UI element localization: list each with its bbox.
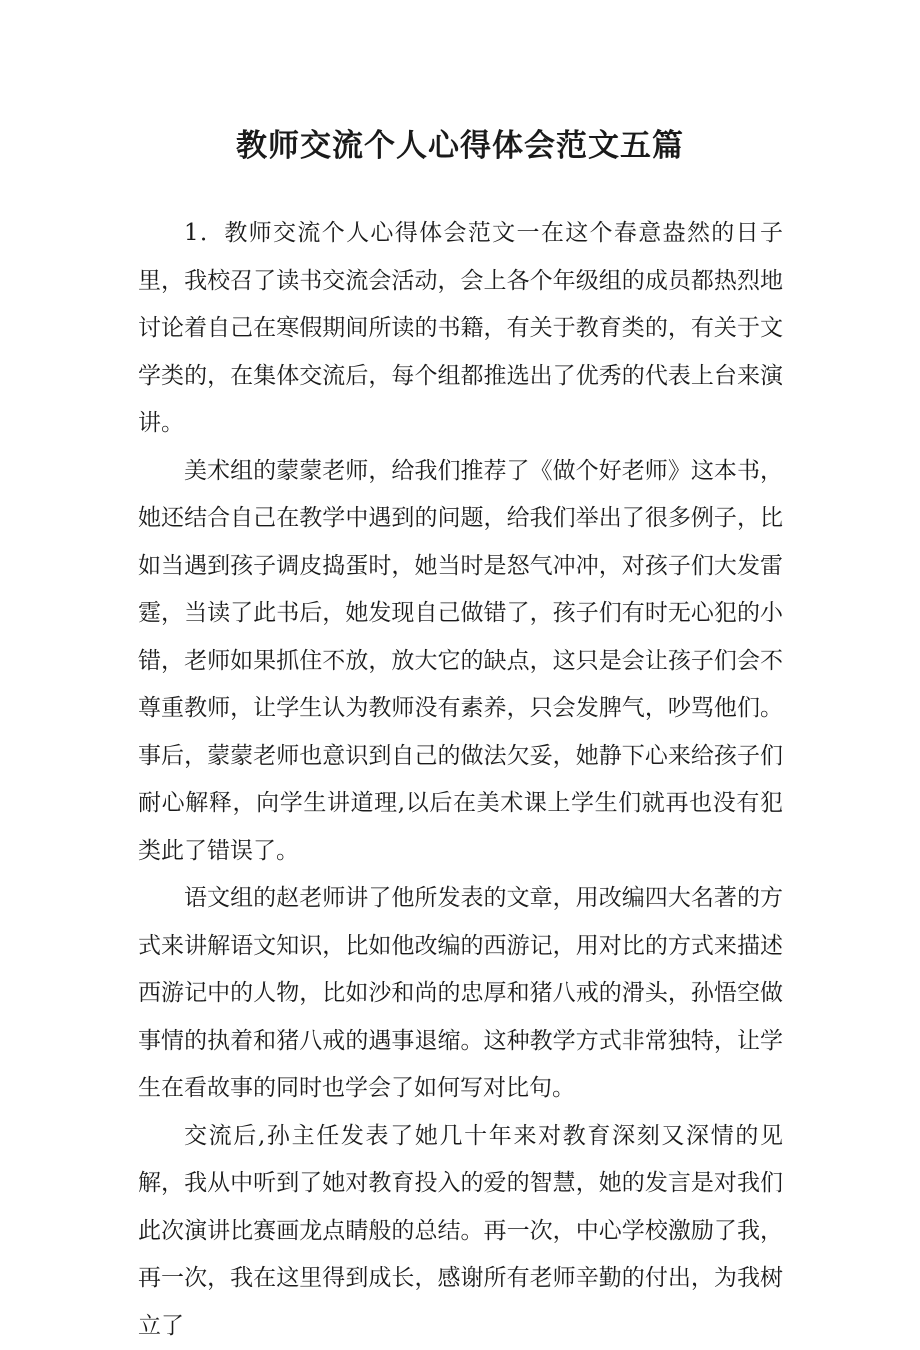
paragraph-1: 1．教师交流个人心得体会范文一在这个春意盎然的日子里，我校召了读书交流会活动，会上各个年级组的成员都热烈地讨论着自己在寒假期间所读的书籍，有关于教育类的，有关于文学类的，在集体交流后，每个组都推选出了优秀的代表上台来演讲。 xyxy=(138,210,783,448)
paragraph-3: 语文组的赵老师讲了他所发表的文章，用改编四大名著的方式来讲解语文知识，比如他改编的西游记，用对比的方式来描述西游记中的人物，比如沙和尚的忠厚和猪八戒的滑头，孙悟空做事情的执着和猪八戒的遇事退缩。这种教学方式非常独特，让学生在看故事的同时也学会了如何写对比句。 xyxy=(138,875,783,1113)
paragraph-2: 美术组的蒙蒙老师，给我们推荐了《做个好老师》这本书，她还结合自己在教学中遇到的问题，给我们举出了很多例子，比如当遇到孩子调皮捣蛋时，她当时是怒气冲冲，对孩子们大发雷霆，当读了此书后，她发现自己做错了，孩子们有时无心犯的小错，老师如果抓住不放，放大它的缺点，这只是会让孩子们会不尊重教师，让学生认为教师没有素养，只会发脾气，吵骂他们。事后，蒙蒙老师也意识到自己的做法欠妥，她静下心来给孩子们耐心解释，向学生讲道理,以后在美术课上学生们就再也没有犯类此了错误了。 xyxy=(138,448,783,876)
paragraph-4: 交流后,孙主任发表了她几十年来对教育深刻又深情的见解，我从中听到了她对教育投入的爱的智慧，她的发言是对我们此次演讲比赛画龙点睛般的总结。再一次，中心学校激励了我，再一次，我在这里得到成长，感谢所有老师辛勤的付出，为我树立了 xyxy=(138,1113,783,1350)
document-body xyxy=(138,210,783,1350)
document-title: 教师交流个人心得体会范文五篇 xyxy=(0,120,920,172)
